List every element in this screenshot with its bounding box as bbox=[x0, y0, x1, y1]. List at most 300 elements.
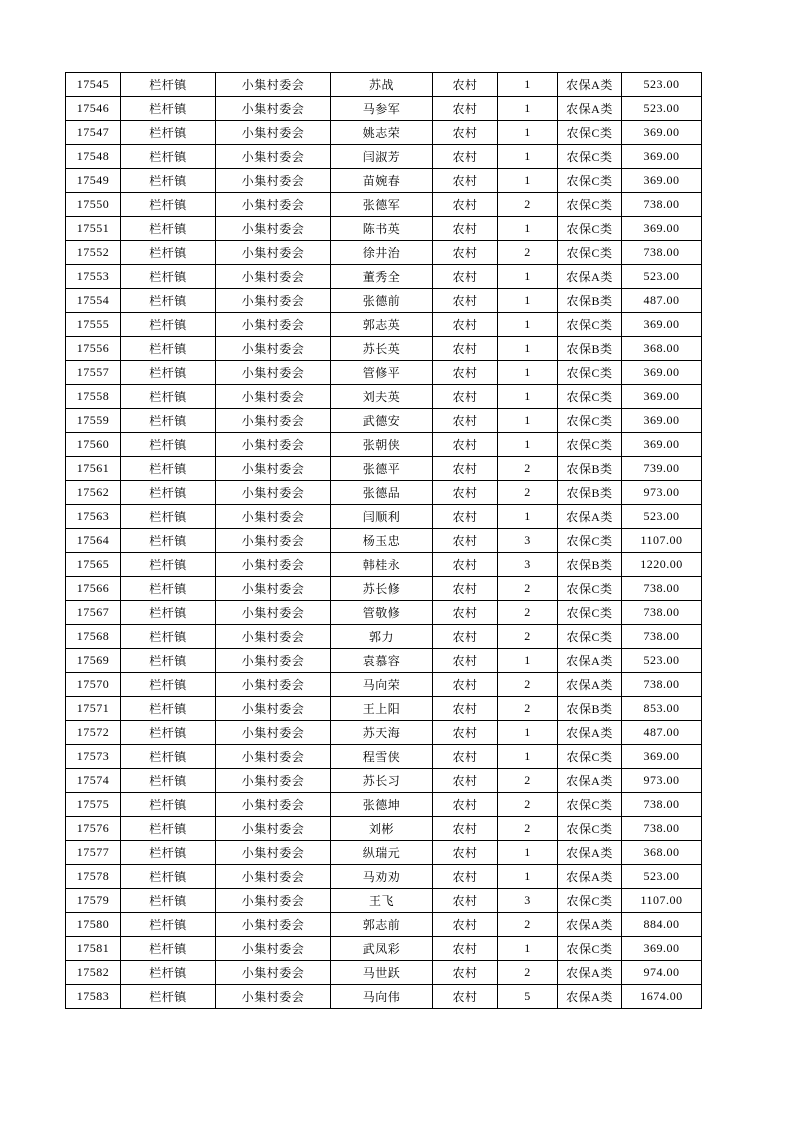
table-row bbox=[66, 193, 702, 217]
cell-insurance-category: 农保C类 bbox=[558, 193, 622, 217]
cell-amount: 523.00 bbox=[622, 73, 702, 97]
cell-town: 栏杆镇 bbox=[121, 793, 216, 817]
cell-person-name: 袁慕容 bbox=[331, 649, 433, 673]
cell-residence-type: 农村 bbox=[433, 145, 498, 169]
cell-town: 栏杆镇 bbox=[121, 985, 216, 1009]
cell-person-count: 1 bbox=[498, 289, 558, 313]
cell-person-count: 1 bbox=[498, 505, 558, 529]
cell-row-id: 17570 bbox=[66, 673, 121, 697]
cell-row-id: 17554 bbox=[66, 289, 121, 313]
table-row bbox=[66, 865, 702, 889]
cell-residence-type: 农村 bbox=[433, 217, 498, 241]
cell-residence-type: 农村 bbox=[433, 721, 498, 745]
cell-town: 栏杆镇 bbox=[121, 913, 216, 937]
cell-village: 小集村委会 bbox=[216, 289, 331, 313]
cell-village: 小集村委会 bbox=[216, 505, 331, 529]
cell-person-name: 马向荣 bbox=[331, 673, 433, 697]
cell-person-name: 程雪侠 bbox=[331, 745, 433, 769]
table-row bbox=[66, 217, 702, 241]
cell-town: 栏杆镇 bbox=[121, 217, 216, 241]
cell-residence-type: 农村 bbox=[433, 457, 498, 481]
cell-person-name: 马向伟 bbox=[331, 985, 433, 1009]
cell-person-name: 王飞 bbox=[331, 889, 433, 913]
cell-insurance-category: 农保A类 bbox=[558, 961, 622, 985]
cell-insurance-category: 农保B类 bbox=[558, 289, 622, 313]
cell-village: 小集村委会 bbox=[216, 217, 331, 241]
cell-person-name: 董秀全 bbox=[331, 265, 433, 289]
table-row bbox=[66, 937, 702, 961]
cell-amount: 369.00 bbox=[622, 361, 702, 385]
cell-person-count: 3 bbox=[498, 529, 558, 553]
cell-row-id: 17552 bbox=[66, 241, 121, 265]
cell-row-id: 17576 bbox=[66, 817, 121, 841]
cell-residence-type: 农村 bbox=[433, 313, 498, 337]
cell-person-name: 马参军 bbox=[331, 97, 433, 121]
cell-village: 小集村委会 bbox=[216, 265, 331, 289]
cell-residence-type: 农村 bbox=[433, 601, 498, 625]
cell-person-count: 2 bbox=[498, 241, 558, 265]
cell-amount: 369.00 bbox=[622, 145, 702, 169]
cell-village: 小集村委会 bbox=[216, 169, 331, 193]
cell-row-id: 17550 bbox=[66, 193, 121, 217]
cell-town: 栏杆镇 bbox=[121, 193, 216, 217]
cell-residence-type: 农村 bbox=[433, 937, 498, 961]
cell-village: 小集村委会 bbox=[216, 385, 331, 409]
cell-amount: 369.00 bbox=[622, 745, 702, 769]
cell-village: 小集村委会 bbox=[216, 145, 331, 169]
cell-person-count: 1 bbox=[498, 97, 558, 121]
cell-town: 栏杆镇 bbox=[121, 529, 216, 553]
cell-row-id: 17561 bbox=[66, 457, 121, 481]
cell-amount: 523.00 bbox=[622, 505, 702, 529]
cell-person-count: 1 bbox=[498, 337, 558, 361]
table-row bbox=[66, 985, 702, 1009]
cell-insurance-category: 农保C类 bbox=[558, 385, 622, 409]
cell-insurance-category: 农保C类 bbox=[558, 577, 622, 601]
cell-person-name: 马劝劝 bbox=[331, 865, 433, 889]
cell-insurance-category: 农保B类 bbox=[558, 481, 622, 505]
cell-person-count: 1 bbox=[498, 745, 558, 769]
cell-village: 小集村委会 bbox=[216, 841, 331, 865]
cell-row-id: 17567 bbox=[66, 601, 121, 625]
cell-town: 栏杆镇 bbox=[121, 361, 216, 385]
table-row bbox=[66, 145, 702, 169]
cell-amount: 738.00 bbox=[622, 193, 702, 217]
cell-amount: 853.00 bbox=[622, 697, 702, 721]
table-row bbox=[66, 673, 702, 697]
cell-village: 小集村委会 bbox=[216, 577, 331, 601]
cell-amount: 369.00 bbox=[622, 409, 702, 433]
cell-insurance-category: 农保C类 bbox=[558, 361, 622, 385]
cell-town: 栏杆镇 bbox=[121, 481, 216, 505]
cell-row-id: 17547 bbox=[66, 121, 121, 145]
cell-amount: 369.00 bbox=[622, 385, 702, 409]
cell-village: 小集村委会 bbox=[216, 409, 331, 433]
cell-insurance-category: 农保C类 bbox=[558, 889, 622, 913]
table-row bbox=[66, 409, 702, 433]
cell-town: 栏杆镇 bbox=[121, 385, 216, 409]
cell-amount: 738.00 bbox=[622, 577, 702, 601]
cell-insurance-category: 农保A类 bbox=[558, 73, 622, 97]
cell-person-name: 武凤彩 bbox=[331, 937, 433, 961]
cell-residence-type: 农村 bbox=[433, 553, 498, 577]
cell-insurance-category: 农保A类 bbox=[558, 769, 622, 793]
cell-residence-type: 农村 bbox=[433, 337, 498, 361]
cell-village: 小集村委会 bbox=[216, 889, 331, 913]
cell-town: 栏杆镇 bbox=[121, 289, 216, 313]
cell-town: 栏杆镇 bbox=[121, 625, 216, 649]
cell-insurance-category: 农保A类 bbox=[558, 841, 622, 865]
cell-town: 栏杆镇 bbox=[121, 265, 216, 289]
cell-town: 栏杆镇 bbox=[121, 721, 216, 745]
cell-row-id: 17574 bbox=[66, 769, 121, 793]
table-row bbox=[66, 97, 702, 121]
cell-insurance-category: 农保C类 bbox=[558, 433, 622, 457]
cell-residence-type: 农村 bbox=[433, 649, 498, 673]
cell-insurance-category: 农保A类 bbox=[558, 721, 622, 745]
cell-person-name: 闫淑芳 bbox=[331, 145, 433, 169]
cell-amount: 738.00 bbox=[622, 673, 702, 697]
cell-row-id: 17579 bbox=[66, 889, 121, 913]
cell-insurance-category: 农保C类 bbox=[558, 121, 622, 145]
cell-town: 栏杆镇 bbox=[121, 409, 216, 433]
cell-row-id: 17577 bbox=[66, 841, 121, 865]
cell-village: 小集村委会 bbox=[216, 313, 331, 337]
table-body bbox=[66, 73, 702, 1009]
table-row bbox=[66, 745, 702, 769]
table-row bbox=[66, 505, 702, 529]
cell-town: 栏杆镇 bbox=[121, 169, 216, 193]
cell-town: 栏杆镇 bbox=[121, 889, 216, 913]
cell-person-count: 2 bbox=[498, 625, 558, 649]
cell-insurance-category: 农保C类 bbox=[558, 625, 622, 649]
cell-person-name: 张德前 bbox=[331, 289, 433, 313]
cell-amount: 738.00 bbox=[622, 241, 702, 265]
cell-town: 栏杆镇 bbox=[121, 697, 216, 721]
cell-residence-type: 农村 bbox=[433, 169, 498, 193]
cell-town: 栏杆镇 bbox=[121, 145, 216, 169]
cell-village: 小集村委会 bbox=[216, 697, 331, 721]
table-row bbox=[66, 481, 702, 505]
cell-person-count: 1 bbox=[498, 865, 558, 889]
cell-residence-type: 农村 bbox=[433, 985, 498, 1009]
cell-town: 栏杆镇 bbox=[121, 673, 216, 697]
cell-person-count: 1 bbox=[498, 121, 558, 145]
cell-insurance-category: 农保C类 bbox=[558, 793, 622, 817]
cell-person-name: 刘夫英 bbox=[331, 385, 433, 409]
cell-village: 小集村委会 bbox=[216, 457, 331, 481]
cell-town: 栏杆镇 bbox=[121, 841, 216, 865]
cell-insurance-category: 农保C类 bbox=[558, 745, 622, 769]
cell-residence-type: 农村 bbox=[433, 289, 498, 313]
cell-residence-type: 农村 bbox=[433, 841, 498, 865]
cell-residence-type: 农村 bbox=[433, 961, 498, 985]
cell-person-count: 2 bbox=[498, 697, 558, 721]
cell-row-id: 17578 bbox=[66, 865, 121, 889]
cell-person-name: 苏战 bbox=[331, 73, 433, 97]
cell-person-name: 王上阳 bbox=[331, 697, 433, 721]
cell-person-name: 苏长英 bbox=[331, 337, 433, 361]
cell-residence-type: 农村 bbox=[433, 529, 498, 553]
cell-residence-type: 农村 bbox=[433, 481, 498, 505]
cell-person-count: 1 bbox=[498, 265, 558, 289]
cell-insurance-category: 农保A类 bbox=[558, 985, 622, 1009]
cell-residence-type: 农村 bbox=[433, 97, 498, 121]
cell-village: 小集村委会 bbox=[216, 121, 331, 145]
cell-person-name: 陈书英 bbox=[331, 217, 433, 241]
cell-residence-type: 农村 bbox=[433, 769, 498, 793]
table-row bbox=[66, 961, 702, 985]
cell-amount: 884.00 bbox=[622, 913, 702, 937]
cell-person-count: 1 bbox=[498, 145, 558, 169]
table-row bbox=[66, 433, 702, 457]
cell-amount: 487.00 bbox=[622, 289, 702, 313]
cell-amount: 523.00 bbox=[622, 649, 702, 673]
cell-residence-type: 农村 bbox=[433, 505, 498, 529]
cell-person-name: 管敬修 bbox=[331, 601, 433, 625]
cell-amount: 368.00 bbox=[622, 337, 702, 361]
table-row bbox=[66, 73, 702, 97]
table-row bbox=[66, 361, 702, 385]
table-row bbox=[66, 889, 702, 913]
cell-amount: 738.00 bbox=[622, 601, 702, 625]
cell-village: 小集村委会 bbox=[216, 73, 331, 97]
table-row bbox=[66, 385, 702, 409]
cell-row-id: 17562 bbox=[66, 481, 121, 505]
table-row bbox=[66, 601, 702, 625]
cell-person-name: 马世跃 bbox=[331, 961, 433, 985]
cell-person-count: 1 bbox=[498, 409, 558, 433]
cell-person-name: 郭志前 bbox=[331, 913, 433, 937]
cell-row-id: 17560 bbox=[66, 433, 121, 457]
cell-row-id: 17565 bbox=[66, 553, 121, 577]
cell-insurance-category: 农保C类 bbox=[558, 937, 622, 961]
cell-person-count: 3 bbox=[498, 553, 558, 577]
cell-residence-type: 农村 bbox=[433, 673, 498, 697]
cell-village: 小集村委会 bbox=[216, 97, 331, 121]
cell-amount: 369.00 bbox=[622, 433, 702, 457]
cell-residence-type: 农村 bbox=[433, 577, 498, 601]
cell-amount: 369.00 bbox=[622, 937, 702, 961]
cell-residence-type: 农村 bbox=[433, 241, 498, 265]
cell-person-count: 2 bbox=[498, 481, 558, 505]
cell-row-id: 17573 bbox=[66, 745, 121, 769]
cell-residence-type: 农村 bbox=[433, 409, 498, 433]
cell-village: 小集村委会 bbox=[216, 553, 331, 577]
cell-person-name: 管修平 bbox=[331, 361, 433, 385]
cell-row-id: 17556 bbox=[66, 337, 121, 361]
cell-insurance-category: 农保C类 bbox=[558, 145, 622, 169]
cell-row-id: 17564 bbox=[66, 529, 121, 553]
cell-village: 小集村委会 bbox=[216, 193, 331, 217]
cell-residence-type: 农村 bbox=[433, 193, 498, 217]
cell-village: 小集村委会 bbox=[216, 865, 331, 889]
cell-amount: 1220.00 bbox=[622, 553, 702, 577]
cell-town: 栏杆镇 bbox=[121, 553, 216, 577]
cell-insurance-category: 农保A类 bbox=[558, 913, 622, 937]
cell-person-name: 张德平 bbox=[331, 457, 433, 481]
cell-village: 小集村委会 bbox=[216, 601, 331, 625]
cell-person-count: 1 bbox=[498, 361, 558, 385]
cell-residence-type: 农村 bbox=[433, 697, 498, 721]
cell-insurance-category: 农保C类 bbox=[558, 601, 622, 625]
cell-person-name: 郭力 bbox=[331, 625, 433, 649]
cell-amount: 487.00 bbox=[622, 721, 702, 745]
cell-person-count: 3 bbox=[498, 889, 558, 913]
cell-residence-type: 农村 bbox=[433, 433, 498, 457]
cell-village: 小集村委会 bbox=[216, 529, 331, 553]
cell-row-id: 17553 bbox=[66, 265, 121, 289]
cell-town: 栏杆镇 bbox=[121, 649, 216, 673]
cell-insurance-category: 农保C类 bbox=[558, 241, 622, 265]
table-row bbox=[66, 457, 702, 481]
cell-village: 小集村委会 bbox=[216, 721, 331, 745]
cell-row-id: 17548 bbox=[66, 145, 121, 169]
cell-amount: 1107.00 bbox=[622, 529, 702, 553]
cell-insurance-category: 农保B类 bbox=[558, 457, 622, 481]
cell-amount: 369.00 bbox=[622, 121, 702, 145]
cell-person-name: 徐井治 bbox=[331, 241, 433, 265]
cell-amount: 369.00 bbox=[622, 217, 702, 241]
cell-person-count: 1 bbox=[498, 937, 558, 961]
cell-row-id: 17582 bbox=[66, 961, 121, 985]
cell-amount: 1674.00 bbox=[622, 985, 702, 1009]
cell-row-id: 17572 bbox=[66, 721, 121, 745]
cell-residence-type: 农村 bbox=[433, 385, 498, 409]
cell-village: 小集村委会 bbox=[216, 961, 331, 985]
cell-row-id: 17555 bbox=[66, 313, 121, 337]
cell-village: 小集村委会 bbox=[216, 625, 331, 649]
cell-person-count: 1 bbox=[498, 433, 558, 457]
cell-village: 小集村委会 bbox=[216, 337, 331, 361]
cell-amount: 739.00 bbox=[622, 457, 702, 481]
cell-village: 小集村委会 bbox=[216, 817, 331, 841]
cell-person-count: 1 bbox=[498, 649, 558, 673]
cell-row-id: 17551 bbox=[66, 217, 121, 241]
insurance-roster-table bbox=[65, 72, 702, 1009]
cell-person-name: 杨玉忠 bbox=[331, 529, 433, 553]
cell-row-id: 17546 bbox=[66, 97, 121, 121]
cell-person-count: 1 bbox=[498, 721, 558, 745]
cell-amount: 523.00 bbox=[622, 97, 702, 121]
cell-person-name: 苏天海 bbox=[331, 721, 433, 745]
cell-row-id: 17563 bbox=[66, 505, 121, 529]
cell-town: 栏杆镇 bbox=[121, 577, 216, 601]
cell-village: 小集村委会 bbox=[216, 985, 331, 1009]
cell-insurance-category: 农保C类 bbox=[558, 529, 622, 553]
cell-person-count: 2 bbox=[498, 961, 558, 985]
cell-amount: 1107.00 bbox=[622, 889, 702, 913]
cell-amount: 738.00 bbox=[622, 625, 702, 649]
cell-row-id: 17581 bbox=[66, 937, 121, 961]
table-row bbox=[66, 793, 702, 817]
cell-person-count: 2 bbox=[498, 673, 558, 697]
table-row bbox=[66, 577, 702, 601]
cell-village: 小集村委会 bbox=[216, 745, 331, 769]
cell-row-id: 17580 bbox=[66, 913, 121, 937]
cell-person-name: 苗婉春 bbox=[331, 169, 433, 193]
cell-amount: 973.00 bbox=[622, 769, 702, 793]
table-row bbox=[66, 529, 702, 553]
cell-residence-type: 农村 bbox=[433, 73, 498, 97]
cell-insurance-category: 农保B类 bbox=[558, 697, 622, 721]
cell-town: 栏杆镇 bbox=[121, 961, 216, 985]
cell-insurance-category: 农保A类 bbox=[558, 865, 622, 889]
cell-row-id: 17558 bbox=[66, 385, 121, 409]
cell-insurance-category: 农保B类 bbox=[558, 553, 622, 577]
cell-town: 栏杆镇 bbox=[121, 313, 216, 337]
table-row bbox=[66, 649, 702, 673]
cell-town: 栏杆镇 bbox=[121, 745, 216, 769]
cell-person-count: 1 bbox=[498, 169, 558, 193]
cell-village: 小集村委会 bbox=[216, 769, 331, 793]
cell-residence-type: 农村 bbox=[433, 865, 498, 889]
cell-village: 小集村委会 bbox=[216, 241, 331, 265]
cell-person-name: 郭志英 bbox=[331, 313, 433, 337]
cell-village: 小集村委会 bbox=[216, 793, 331, 817]
table-row bbox=[66, 721, 702, 745]
table-row bbox=[66, 817, 702, 841]
cell-person-name: 姚志荣 bbox=[331, 121, 433, 145]
cell-residence-type: 农村 bbox=[433, 361, 498, 385]
table-row bbox=[66, 913, 702, 937]
cell-amount: 523.00 bbox=[622, 265, 702, 289]
cell-amount: 738.00 bbox=[622, 793, 702, 817]
cell-person-count: 1 bbox=[498, 841, 558, 865]
cell-insurance-category: 农保C类 bbox=[558, 217, 622, 241]
cell-person-name: 韩桂永 bbox=[331, 553, 433, 577]
table-row bbox=[66, 121, 702, 145]
cell-insurance-category: 农保C类 bbox=[558, 169, 622, 193]
cell-village: 小集村委会 bbox=[216, 649, 331, 673]
cell-person-count: 2 bbox=[498, 193, 558, 217]
cell-person-count: 2 bbox=[498, 793, 558, 817]
cell-person-name: 苏长习 bbox=[331, 769, 433, 793]
cell-amount: 369.00 bbox=[622, 169, 702, 193]
cell-residence-type: 农村 bbox=[433, 745, 498, 769]
cell-insurance-category: 农保A类 bbox=[558, 97, 622, 121]
cell-person-count: 1 bbox=[498, 385, 558, 409]
cell-insurance-category: 农保A类 bbox=[558, 265, 622, 289]
cell-village: 小集村委会 bbox=[216, 361, 331, 385]
cell-person-count: 2 bbox=[498, 577, 558, 601]
table-row bbox=[66, 241, 702, 265]
cell-row-id: 17568 bbox=[66, 625, 121, 649]
cell-town: 栏杆镇 bbox=[121, 865, 216, 889]
cell-person-count: 1 bbox=[498, 313, 558, 337]
cell-insurance-category: 农保A类 bbox=[558, 673, 622, 697]
table-row bbox=[66, 553, 702, 577]
table-row bbox=[66, 169, 702, 193]
cell-town: 栏杆镇 bbox=[121, 457, 216, 481]
cell-amount: 369.00 bbox=[622, 313, 702, 337]
cell-person-name: 闫顺利 bbox=[331, 505, 433, 529]
cell-amount: 738.00 bbox=[622, 817, 702, 841]
cell-insurance-category: 农保C类 bbox=[558, 817, 622, 841]
cell-row-id: 17569 bbox=[66, 649, 121, 673]
cell-row-id: 17559 bbox=[66, 409, 121, 433]
cell-town: 栏杆镇 bbox=[121, 769, 216, 793]
cell-person-count: 2 bbox=[498, 769, 558, 793]
cell-insurance-category: 农保A类 bbox=[558, 505, 622, 529]
cell-town: 栏杆镇 bbox=[121, 241, 216, 265]
cell-row-id: 17557 bbox=[66, 361, 121, 385]
table-row bbox=[66, 265, 702, 289]
cell-person-count: 2 bbox=[498, 601, 558, 625]
cell-amount: 523.00 bbox=[622, 865, 702, 889]
cell-residence-type: 农村 bbox=[433, 913, 498, 937]
cell-person-name: 纵瑞元 bbox=[331, 841, 433, 865]
